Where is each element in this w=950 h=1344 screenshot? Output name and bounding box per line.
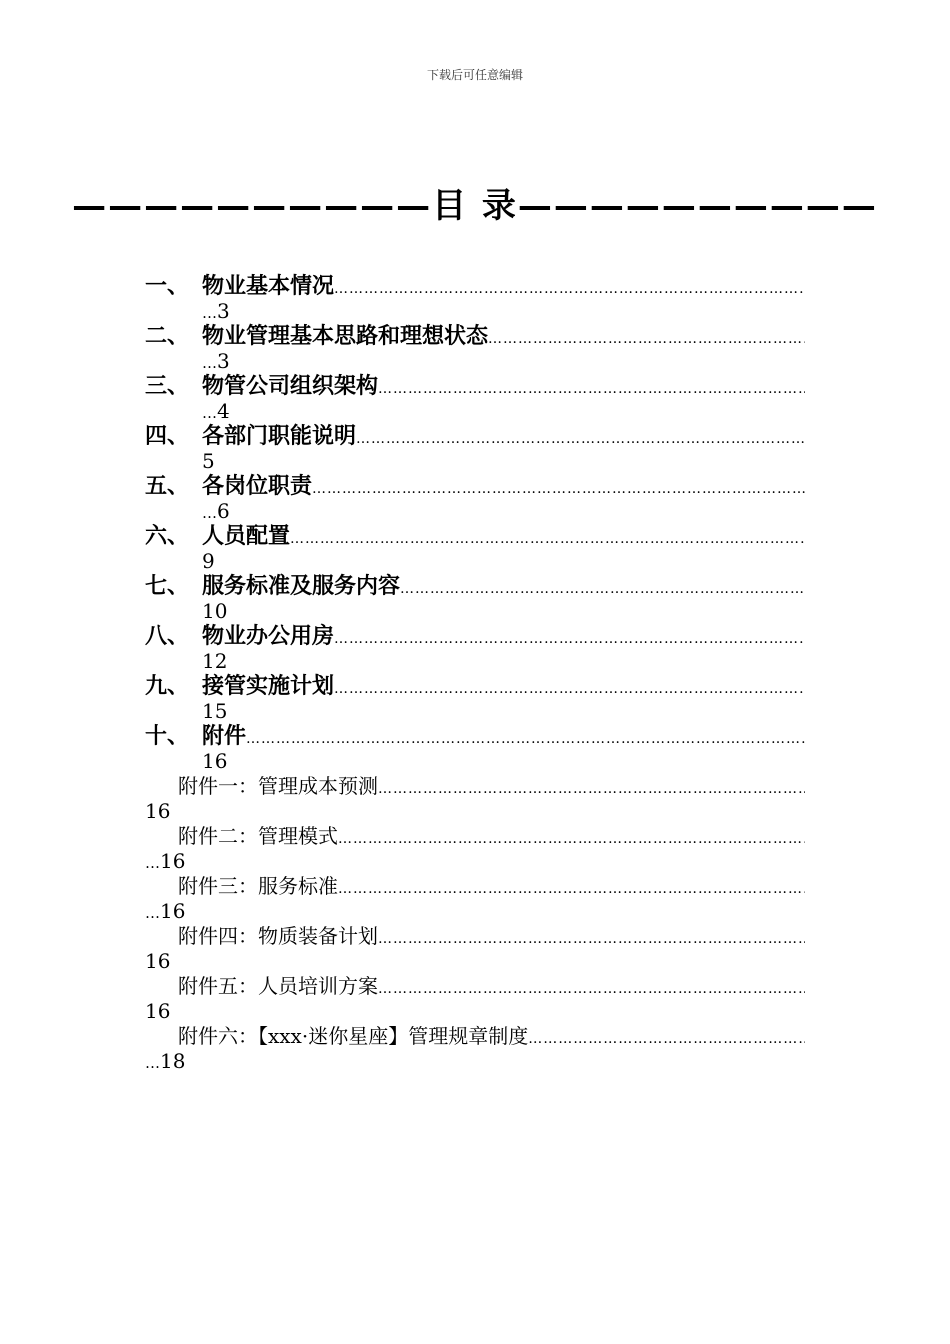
entry-number: 九、 — [145, 673, 190, 699]
table-of-contents — [0, 272, 950, 1072]
dot-leader — [378, 925, 805, 950]
page-number: …4 — [202, 399, 230, 423]
dot-leader — [378, 775, 805, 800]
entry-number: 六、 — [145, 523, 190, 549]
page-number: …16 — [145, 849, 186, 873]
toc-entry-9[interactable] — [0, 672, 950, 722]
entry-label: 服务标准及服务内容 — [202, 573, 401, 599]
entry-label: 附件 — [202, 723, 247, 749]
dot-leader — [356, 425, 805, 450]
page-number: …3 — [202, 299, 230, 323]
toc-subentry-6[interactable] — [0, 1022, 950, 1072]
toc-subentry-2[interactable] — [0, 822, 950, 872]
dot-leader — [338, 825, 805, 850]
dot-leader — [400, 575, 805, 600]
entry-number: 三、 — [145, 373, 190, 399]
entry-label: 物业基本情况 — [202, 273, 335, 299]
toc-title: ——————————目 录—————————— — [72, 186, 878, 226]
dot-leader — [334, 275, 805, 300]
page-number: 16 — [145, 949, 171, 973]
entry-label: 各岗位职责 — [202, 473, 313, 499]
entry-number: 十、 — [145, 723, 190, 749]
page-number: 16 — [145, 799, 171, 823]
toc-entry-8[interactable] — [0, 622, 950, 672]
entry-label: 物业管理基本思路和理想状态 — [202, 323, 489, 349]
toc-entry-5[interactable] — [0, 472, 950, 522]
entry-number: 一、 — [145, 273, 190, 299]
toc-entry-2[interactable] — [0, 322, 950, 372]
entry-label: 附件二：管理模式 — [178, 824, 338, 848]
dot-leader — [334, 675, 805, 700]
entry-label: 接管实施计划 — [202, 673, 335, 699]
entry-number: 四、 — [145, 423, 190, 449]
dot-leader — [488, 325, 805, 350]
dot-leader — [528, 1025, 805, 1050]
page-number: 16 — [145, 999, 171, 1023]
page-number: 10 — [202, 599, 228, 623]
toc-entry-3[interactable] — [0, 372, 950, 422]
dot-leader — [312, 475, 805, 500]
dot-leader — [246, 725, 805, 750]
entry-number: 七、 — [145, 573, 190, 599]
dot-leader — [290, 525, 805, 550]
entry-number: 二、 — [145, 323, 190, 349]
toc-entry-6[interactable] — [0, 522, 950, 572]
dot-leader — [334, 625, 805, 650]
dot-leader — [378, 375, 805, 400]
entry-label: 附件三：服务标准 — [178, 874, 338, 898]
toc-entry-4[interactable] — [0, 422, 950, 472]
page-number: …18 — [145, 1049, 186, 1073]
toc-subentry-1[interactable] — [0, 772, 950, 822]
entry-label: 附件四：物质装备计划 — [178, 924, 378, 948]
entry-label: 附件六：【xxx·迷你星座】管理规章制度 — [178, 1024, 529, 1048]
entry-number: 五、 — [145, 473, 190, 499]
page-number: 16 — [202, 749, 228, 773]
header-note: 下载后可任意编辑 — [426, 68, 523, 82]
dot-leader — [338, 875, 805, 900]
page-number: …16 — [145, 899, 186, 923]
entry-number: 八、 — [145, 623, 190, 649]
entry-label: 各部门职能说明 — [202, 423, 357, 449]
toc-subentry-3[interactable] — [0, 872, 950, 922]
page-number: 5 — [202, 449, 215, 473]
page-number: 9 — [202, 549, 215, 573]
toc-subentry-5[interactable] — [0, 972, 950, 1022]
page-number: …3 — [202, 349, 230, 373]
entry-label: 附件五：人员培训方案 — [178, 974, 378, 998]
toc-entry-1[interactable] — [0, 272, 950, 322]
page-number: 15 — [202, 699, 228, 723]
toc-entry-10[interactable] — [0, 722, 950, 772]
entry-label: 人员配置 — [202, 523, 291, 549]
entry-label: 物业办公用房 — [202, 623, 335, 649]
toc-subentry-4[interactable] — [0, 922, 950, 972]
toc-entry-7[interactable] — [0, 572, 950, 622]
page-number: …6 — [202, 499, 230, 523]
dot-leader — [378, 975, 805, 1000]
entry-label: 物管公司组织架构 — [202, 373, 379, 399]
page-number: 12 — [202, 649, 228, 673]
entry-label: 附件一：管理成本预测 — [178, 774, 378, 798]
